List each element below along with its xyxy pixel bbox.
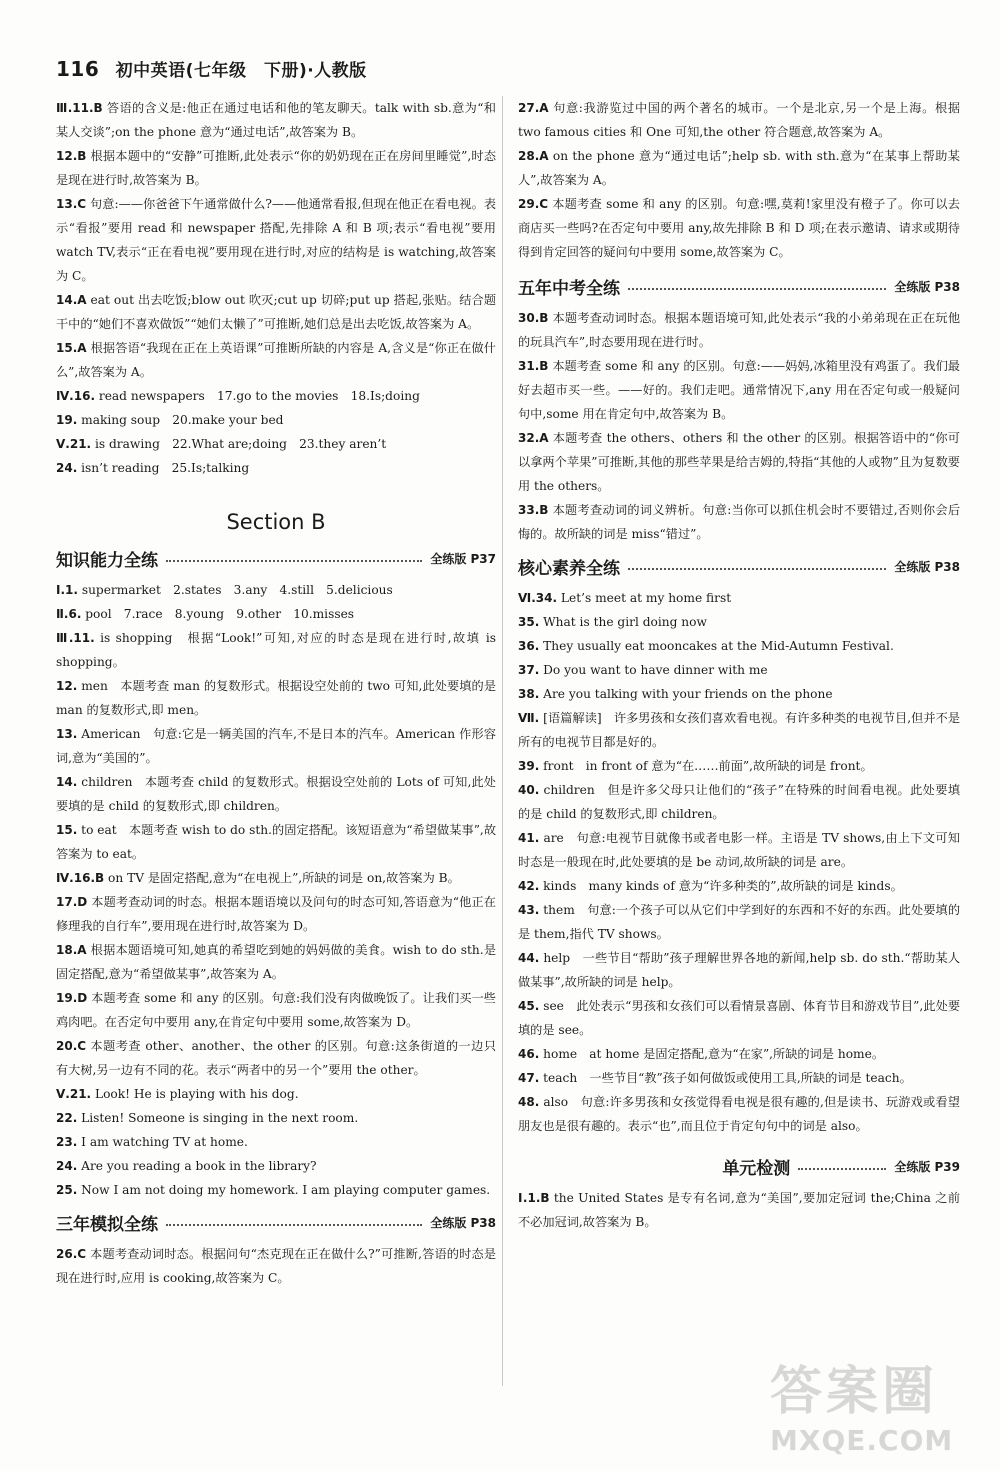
answer-text: Let’s meet at my home first xyxy=(560,591,732,605)
answer-item xyxy=(518,426,960,498)
subsection-title: 三年模拟全练 xyxy=(56,1214,158,1235)
answer-text: home at home 是固定搭配,意为“在家”,所缺的词是 home。 xyxy=(543,1047,885,1061)
answer-item xyxy=(518,706,960,754)
answer-item xyxy=(56,602,496,626)
answer-text: is drawing 22.What are;doing 23.they aren’t xyxy=(94,437,387,451)
answer-number: 13. xyxy=(56,727,78,741)
answer-item xyxy=(56,192,496,288)
answer-item xyxy=(518,1090,960,1138)
answer-text: children 本题考查 child 的复数形式。根据设空处前的 Lots of 可知,此处要填的是 child 的复数形式,即 children。 xyxy=(56,775,496,813)
answer-item xyxy=(56,938,496,986)
dot-leader xyxy=(628,568,886,570)
answer-number: 45. xyxy=(518,999,540,1013)
answer-number: Ⅵ.34. xyxy=(518,591,558,605)
answer-item xyxy=(56,336,496,384)
answer-item xyxy=(518,306,960,354)
dot-leader xyxy=(628,288,886,290)
answer-item xyxy=(518,1066,960,1090)
answer-list xyxy=(56,1242,496,1290)
answer-item xyxy=(518,946,960,994)
answer-item xyxy=(56,1034,496,1082)
answer-number: Ⅰ.1.B xyxy=(518,1191,550,1205)
answer-number: 23. xyxy=(56,1135,78,1149)
answer-number: 14.A xyxy=(56,293,87,307)
answer-text: 本题考查 some 和 any 的区别。句意:——妈妈,冰箱里没有鸡蛋了。我们最好去超市买一些。——好的。我们走吧。通常情况下,any 用在否定句或一般疑问句中,some 用在肯定句中,故答案为 B。 xyxy=(518,359,960,421)
answer-item xyxy=(518,586,960,610)
answer-number: 44. xyxy=(518,951,540,965)
answer-number: 41. xyxy=(518,831,540,845)
answer-number: 17.D xyxy=(56,895,88,909)
answer-text: 根据答语“我现在正在上英语课”可推断所缺的内容是 A,含义是“你正在做什么”,故答案为 A。 xyxy=(56,341,496,379)
answer-number: 40. xyxy=(518,783,540,797)
answer-item xyxy=(56,866,496,890)
answer-text: on the phone 意为“通过电话”;help sb. with sth.意为“在某事上帮助某人”,故答案为 A。 xyxy=(518,149,960,187)
answer-number: 24. xyxy=(56,461,78,475)
dot-leader xyxy=(798,1168,886,1170)
answer-text: 答语的含义是:他正在通过电话和他的笔友聊天。talk with sb.意为“和某人交谈”;on the phone 意为“通过电话”,故答案为 B。 xyxy=(56,101,496,139)
dot-leader xyxy=(166,1224,422,1226)
answer-number: Ⅴ.21. xyxy=(56,437,92,451)
answer-number: 43. xyxy=(518,903,540,917)
answer-text: 本题考查 the others、others 和 the other 的区别。根据答语中的“你可以拿两个苹果”可推断,其他的那些苹果是给吉姆的,特指“其他的人或物”且为复数要用 the others。 xyxy=(518,431,960,493)
answer-item xyxy=(56,1082,496,1106)
answer-text: 本题考查 other、another、the other 的区别。句意:这条街道的一边只有大树,另一边有不同的花。表示“两者中的另一个”要用 the other。 xyxy=(56,1039,497,1077)
page-reference: 全练版 P38 xyxy=(894,279,960,294)
answer-number: 14. xyxy=(56,775,78,789)
answer-item xyxy=(518,682,960,706)
answer-number: 33.B xyxy=(518,503,549,517)
answer-item xyxy=(56,1154,496,1178)
answer-text: 根据本题语境可知,她真的希望吃到她的妈妈做的美食。wish to do sth.是固定搭配,意为“希望做某事”,故答案为 A。 xyxy=(56,943,497,981)
answer-number: 12.B xyxy=(56,149,87,163)
answer-number: Ⅲ.11.B xyxy=(56,101,103,115)
answer-item xyxy=(56,432,496,456)
answer-text: Are you talking with your friends on the phone xyxy=(543,687,833,701)
answer-item xyxy=(56,986,496,1034)
answer-text: 句意:——你爸爸下午通常做什么?——他通常看报,但现在他正在看电视。表示“看报”要用 read 和 newspaper 搭配,先排除 A 和 B 项;表示“看电视”要用 watch TV,表示“正在看电视”要用现在进行时,对应的结构是 is watching,故答案为 C。 xyxy=(56,197,497,283)
answer-text: are 句意:电视节目就像书或者电影一样。主语是 TV shows,由上下文可知时态是一般现在时,此处要填的是 be 动词,故所缺的词是 are。 xyxy=(518,831,961,869)
answer-item xyxy=(56,288,496,336)
answer-item xyxy=(56,578,496,602)
answer-number: 12. xyxy=(56,679,78,693)
left-column xyxy=(56,96,496,1290)
answer-text: men 本题考查 man 的复数形式。根据设空处前的 two 可知,此处要填的是 man 的复数形式,即 men。 xyxy=(56,679,497,717)
subsection-title: 知识能力全练 xyxy=(56,550,158,571)
answer-list xyxy=(518,96,960,264)
answer-item xyxy=(518,354,960,426)
answer-text: Now I am not doing my homework. I am playing computer games. xyxy=(81,1183,491,1197)
answer-text: eat out 出去吃饭;blow out 吹灭;cut up 切碎;put up 搭起,张贴。结合题干中的“她们不喜欢做饭”“她们太懒了”可推断,她们总是出去吃饭,故答案为 A。 xyxy=(56,293,497,331)
answer-text: I am watching TV at home. xyxy=(81,1135,248,1149)
answer-number: 15. xyxy=(56,823,78,837)
page-number: 116 xyxy=(56,57,100,81)
subsection-title: 五年中考全练 xyxy=(518,278,620,299)
answer-number: Ⅳ.16. xyxy=(56,389,95,403)
answer-text: pool 7.race 8.young 9.other 10.misses xyxy=(85,607,355,621)
answer-number: 38. xyxy=(518,687,540,701)
answer-text: Listen! Someone is singing in the next room. xyxy=(81,1111,359,1125)
answer-text: children 但是许多父母只让他们的“孩子”在特殊的时间看电视。此处要填的是 child 的复数形式,即 children。 xyxy=(518,783,960,821)
answer-number: 35. xyxy=(518,615,540,629)
answer-item xyxy=(518,754,960,778)
answer-item xyxy=(518,144,960,192)
answer-item xyxy=(518,898,960,946)
answer-item xyxy=(518,192,960,264)
subsection-title: 单元检测 xyxy=(722,1158,791,1179)
answer-text: them 句意:一个孩子可以从它们中学到好的东西和不好的东西。此处要填的是 them,指代 TV shows。 xyxy=(518,903,961,941)
answer-text: teach 一些节目“教”孩子如何做饭或使用工具,所缺的词是 teach。 xyxy=(543,1071,912,1085)
answer-number: 39. xyxy=(518,759,540,773)
page-reference: 全练版 P39 xyxy=(894,1159,960,1174)
answer-text: front in front of 意为“在……前面”,故所缺的词是 front。 xyxy=(543,759,873,773)
answer-item xyxy=(56,1178,496,1202)
answer-list xyxy=(518,1186,960,1234)
page-reference: 全练版 P37 xyxy=(430,551,496,566)
answer-number: 20.C xyxy=(56,1039,87,1053)
answer-item xyxy=(518,994,960,1042)
answer-item xyxy=(518,498,960,546)
watermark-logo xyxy=(770,1349,980,1459)
answer-item xyxy=(56,384,496,408)
answer-text: Do you want to have dinner with me xyxy=(543,663,768,677)
answer-text: Look! He is playing with his dog. xyxy=(94,1087,299,1101)
page-header xyxy=(56,56,516,86)
answer-number: 26.C xyxy=(56,1247,87,1261)
book-title: 初中英语(七年级 下册)·人教版 xyxy=(115,61,367,81)
answer-number: 42. xyxy=(518,879,540,893)
answer-text: 本题考查 some 和 any 的区别。句意:我们没有肉做晚饭了。让我们买一些鸡肉吧。在否定句中要用 any,在肯定句中要用 some,故答案为 D。 xyxy=(56,991,496,1029)
answer-item xyxy=(56,674,496,722)
answer-number: 32.A xyxy=(518,431,549,445)
answer-number: Ⅱ.6. xyxy=(56,607,82,621)
answer-number: 28.A xyxy=(518,149,549,163)
answer-text: 本题考查动词的词义辨析。句意:当你可以抓住机会时不要错过,否则你会后悔的。故所缺的词是 miss“错过”。 xyxy=(518,503,961,541)
answer-text: American 句意:它是一辆美国的汽车,不是日本的汽车。American 作形容词,意为“美国的”。 xyxy=(56,727,496,765)
answer-list xyxy=(518,306,960,546)
answer-list xyxy=(56,96,496,480)
answer-item xyxy=(56,408,496,432)
answer-item xyxy=(518,634,960,658)
answer-text: to eat 本题考查 wish to do sth.的固定搭配。该短语意为“希望做某事”,故答案为 to eat。 xyxy=(56,823,497,861)
answer-text: Are you reading a book in the library? xyxy=(81,1159,317,1173)
answer-text: on TV 是固定搭配,意为“在电视上”,所缺的词是 on,故答案为 B。 xyxy=(108,871,460,885)
answer-number: 15.A xyxy=(56,341,87,355)
answer-number: 22. xyxy=(56,1111,78,1125)
answer-number: 37. xyxy=(518,663,540,677)
answer-number: 31.B xyxy=(518,359,549,373)
answer-number: Ⅶ. xyxy=(518,711,540,725)
answer-item xyxy=(518,874,960,898)
answer-item xyxy=(518,610,960,634)
subsection-title: 核心素养全练 xyxy=(518,558,620,579)
section-title: Section B xyxy=(226,510,326,534)
subsection-header xyxy=(56,1208,496,1236)
answer-text: 本题考查动词的时态。根据本题语境以及问句的时态可知,答语意为“他正在修理我的自行车”,要用现在进行时,故答案为 D。 xyxy=(56,895,496,933)
answer-number: Ⅳ.16.B xyxy=(56,871,105,885)
answer-text: What is the girl doing now xyxy=(543,615,707,629)
answer-item xyxy=(56,1106,496,1130)
answer-number: Ⅰ.1. xyxy=(56,583,78,597)
answer-number: 19. xyxy=(56,413,78,427)
answer-text: see 此处表示“男孩和女孩们可以看情景喜剧、体育节目和游戏节目”,此处要填的是 see。 xyxy=(518,999,961,1037)
answer-number: 27.A xyxy=(518,101,549,115)
answer-text: making soup 20.make your bed xyxy=(81,413,284,427)
answer-item xyxy=(518,826,960,874)
answer-text: 本题考查动词时态。根据本题语境可知,此处表示“我的小弟弟现在正在玩他的玩具汽车”,时态要用现在进行时。 xyxy=(518,311,961,349)
watermark-url: MXQE.COM xyxy=(770,1424,954,1457)
answer-number: 46. xyxy=(518,1047,540,1061)
answer-text: [语篇解读] 许多男孩和女孩们喜欢看电视。有许多种类的电视节目,但并不是所有的电视节目都是好的。 xyxy=(518,711,961,749)
answer-item xyxy=(56,96,496,144)
answer-item xyxy=(518,1186,960,1234)
answer-item xyxy=(56,770,496,818)
answer-text: help 一些节目“帮助”孩子理解世界各地的新闻,help sb. do sth.“帮助某人做某事”,故所缺的词是 help。 xyxy=(518,951,961,989)
answer-item xyxy=(56,1242,496,1290)
answer-number: 36. xyxy=(518,639,540,653)
subsection-header xyxy=(56,544,496,572)
answer-item xyxy=(56,1130,496,1154)
answer-item xyxy=(56,456,496,480)
answer-item xyxy=(56,626,496,674)
page-reference: 全练版 P38 xyxy=(430,1215,496,1230)
answer-number: 18.A xyxy=(56,943,87,957)
subsection-header xyxy=(518,1152,960,1180)
watermark-text: 答案圈 xyxy=(770,1362,939,1422)
answer-item xyxy=(56,722,496,770)
answer-number: 48. xyxy=(518,1095,540,1109)
answer-number: 29.C xyxy=(518,197,549,211)
answer-number: 19.D xyxy=(56,991,88,1005)
answer-text: supermarket 2.states 3.any 4.still 5.delicious xyxy=(81,583,393,597)
answer-text: 本题考查动词时态。根据问句“杰克现在正在做什么?”可推断,答语的时态是现在进行时,应用 is cooking,故答案为 C。 xyxy=(56,1247,497,1285)
answer-number: 25. xyxy=(56,1183,78,1197)
answer-item xyxy=(518,658,960,682)
answer-item xyxy=(518,96,960,144)
answer-list xyxy=(56,578,496,1202)
answer-number: 30.B xyxy=(518,311,549,325)
page-reference: 全练版 P38 xyxy=(894,559,960,574)
answer-item xyxy=(518,778,960,826)
answer-item xyxy=(56,144,496,192)
answer-text: kinds many kinds of 意为“许多种类的”,故所缺的词是 kinds。 xyxy=(543,879,903,893)
answer-text: 本题考查 some 和 any 的区别。句意:嘿,莫莉!家里没有橙子了。你可以去商店买一些吗?在否定句中要用 any,故先排除 B 和 D 项;在表示邀请、请求或期待得到肯定回答的疑问句中要用 some,故答案为 C。 xyxy=(518,197,960,259)
answer-number: Ⅲ.11. xyxy=(56,631,95,645)
dot-leader xyxy=(166,560,422,562)
answer-text: 句意:我游览过中国的两个著名的城市。一个是北京,另一个是上海。根据 two famous cities 和 One 可知,the other 符合题意,故答案为 A。 xyxy=(518,101,961,139)
answer-number: 47. xyxy=(518,1071,540,1085)
answer-item xyxy=(518,1042,960,1066)
answer-list xyxy=(518,586,960,1138)
answer-text: They usually eat mooncakes at the Mid-Autumn Festival. xyxy=(543,639,894,653)
answer-text: is shopping 根据“Look!”可知,对应的时态是现在进行时,故填 is shopping。 xyxy=(56,631,496,669)
answer-number: Ⅴ.21. xyxy=(56,1087,92,1101)
answer-item xyxy=(56,818,496,866)
answer-number: 13.C xyxy=(56,197,87,211)
column-divider xyxy=(502,96,503,1386)
answer-number: 24. xyxy=(56,1159,78,1173)
answer-item xyxy=(56,890,496,938)
subsection-header xyxy=(518,552,960,580)
answer-text: the United States 是专有名词,意为“美国”,要加定冠词 the;China 之前不必加冠词,故答案为 B。 xyxy=(518,1191,961,1229)
answer-text: also 句意:许多男孩和女孩觉得看电视是很有趣的,但是读书、玩游戏或看望朋友也是很有趣的。表示“也”,而且位于肯定句句中的词是 also。 xyxy=(518,1095,960,1133)
answer-text: 根据本题中的“安静”可推断,此处表示“你的奶奶现在正在房间里睡觉”,时态是现在进行时,故答案为 B。 xyxy=(56,149,497,187)
answer-text: read newspapers 17.go to the movies 18.Is;doing xyxy=(98,389,420,403)
right-column xyxy=(518,96,960,1234)
subsection-header xyxy=(518,272,960,300)
answer-text: isn’t reading 25.Is;talking xyxy=(81,461,250,475)
